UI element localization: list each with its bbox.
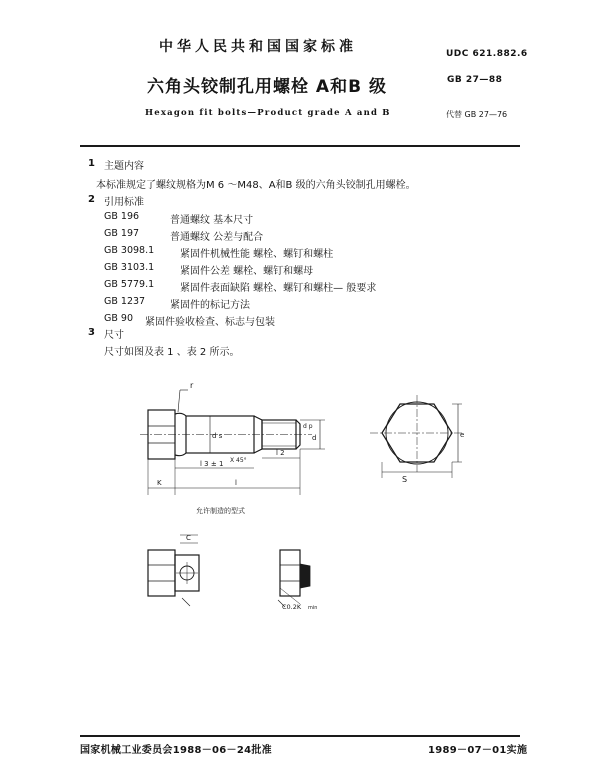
reference-title: 紧固件的标记方法 (170, 300, 250, 311)
section-hatch (300, 564, 310, 588)
approval-note: 国家机械工业委员会1988－06－24批准 (80, 745, 272, 756)
label-s: S (402, 475, 408, 484)
reference-code: GB 90 (104, 313, 133, 324)
reference-title: 紧固件表面缺陷 螺栓、螺钉和螺柱— 般要求 (180, 283, 377, 294)
reference-code: GB 1237 (104, 296, 146, 307)
label-l2: l 2 (276, 449, 285, 457)
label-c: C (186, 534, 191, 542)
label-l3: l 3 ± 1 (200, 460, 224, 468)
label-angle: X 45° (230, 457, 247, 464)
footer-rule (80, 735, 520, 737)
reference-title: 普通螺纹 公差与配合 (170, 232, 264, 243)
section-2-heading: 引用标准 (104, 197, 144, 208)
label-chamfer: C0.2K (282, 603, 302, 611)
document-title: 六角头铰制孔用螺栓 A和B 级 (147, 77, 387, 97)
label-min: min (308, 605, 318, 611)
reference-title: 紧固件公差 螺栓、螺钉和螺母 (180, 266, 314, 277)
reference-code: GB 197 (104, 228, 140, 239)
label-k: K (157, 479, 162, 487)
reference-title: 紧固件机械性能 螺栓、螺钉和螺柱 (180, 249, 334, 260)
label-ds: d s (212, 432, 223, 440)
section-1-heading: 主题内容 (104, 161, 144, 172)
section-1-number: 1 (88, 158, 95, 169)
section-3-number: 3 (88, 327, 95, 338)
figure-caption: 允许制造的型式 (196, 507, 245, 515)
head-fillet (175, 413, 186, 416)
detail-section-outline (280, 550, 300, 596)
label-l: l (235, 479, 237, 487)
detail-head-outline (148, 550, 175, 596)
reference-code: GB 3098.1 (104, 245, 155, 256)
label-r: r (190, 381, 194, 390)
gb-standard-number: GB 27—88 (447, 75, 503, 85)
reference-code: GB 196 (104, 211, 140, 222)
section-3-heading: 尺寸 (104, 330, 124, 341)
national-standard-heading: 中华人民共和国国家标准 (159, 39, 357, 55)
english-title: Hexagon fit bolts—Product grade A and B (145, 108, 391, 118)
reference-code: GB 3103.1 (104, 262, 155, 273)
udc-number: UDC 621.882.6 (446, 49, 528, 59)
label-d: d (312, 434, 317, 442)
section-3-paragraph: 尺寸如图及表 1 、表 2 所示。 (104, 347, 240, 358)
reference-code: GB 5779.1 (104, 279, 155, 290)
reference-title: 紧固件验收检查、标志与包装 (145, 317, 275, 328)
label-dp: d p (303, 423, 313, 430)
section-1-paragraph: 本标准规定了螺纹规格为M 6 ～M48、A和B 级的六角头铰制孔用螺栓。 (96, 180, 416, 191)
label-e: e (460, 431, 465, 439)
reference-title: 普通螺纹 基本尺寸 (170, 215, 254, 226)
section-2-number: 2 (88, 194, 95, 205)
replaces-standard: 代替 GB 27—76 (446, 110, 508, 119)
implementation-date: 1989－07－01实施 (428, 745, 528, 756)
